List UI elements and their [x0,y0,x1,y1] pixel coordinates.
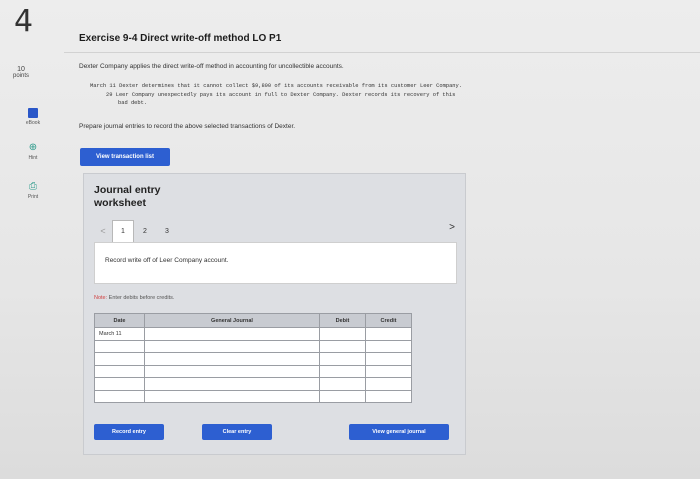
page-tab-1[interactable]: 1 [112,220,134,242]
table-row [95,390,412,403]
header-general-journal: General Journal [145,314,320,328]
transaction-line-2: 29 Leer Company unexpectedly pays its account in full to Dexter Company. Dexter records its recovery of this [106,91,456,98]
view-general-journal-button[interactable]: View general journal [349,424,449,440]
chevron-left-icon[interactable]: < [100,226,106,236]
hint-link[interactable] [20,143,46,161]
debit-cell[interactable] [320,365,366,378]
header-date: Date [95,314,145,328]
worksheet-title-line1: Journal entry [94,184,161,196]
header-credit: Credit [366,314,412,328]
transaction-text [90,82,620,108]
account-cell[interactable] [145,390,320,403]
task-description: Record write off of Leer Company account. [94,242,457,284]
chevron-right-icon[interactable]: > [449,222,455,233]
debit-cell[interactable] [320,390,366,403]
debit-cell[interactable] [320,378,366,391]
date-cell[interactable] [95,365,145,378]
record-entry-button[interactable]: Record entry [94,424,164,440]
worksheet-title-line2: worksheet [94,197,146,209]
credit-cell[interactable] [366,340,412,353]
account-cell[interactable] [145,340,320,353]
note-prefix: Note: [94,295,108,301]
credit-cell[interactable] [366,328,412,341]
transaction-line-1: March 11 Dexter determines that it cannot collect $9,800 of its accounts receivable from its customer Leer Company. [90,83,463,89]
ebook-label: eBook [25,120,41,126]
header-debit: Debit [320,314,366,328]
credit-cell[interactable] [366,365,412,378]
credit-cell[interactable] [366,378,412,391]
ebook-link[interactable] [20,108,46,126]
debit-cell[interactable] [320,328,366,341]
debit-cell[interactable] [320,340,366,353]
note-text: Enter debits before credits. [107,295,175,301]
journal-table [94,313,412,403]
page-tab-2[interactable]: 2 [143,227,147,235]
table-row [95,340,412,353]
transaction-line-3: bad debt. [118,100,148,106]
credit-cell[interactable] [366,390,412,403]
date-cell[interactable] [95,390,145,403]
worksheet-title [94,184,161,210]
table-row [95,353,412,366]
credit-cell[interactable] [366,353,412,366]
worksheet-pager [94,220,178,242]
date-cell[interactable] [95,378,145,391]
exercise-title: Exercise 9-4 Direct write-off method LO P1 [79,33,282,44]
points-indicator [13,66,29,80]
date-cell[interactable] [95,340,145,353]
account-cell[interactable] [145,378,320,391]
date-cell[interactable] [95,353,145,366]
debit-cell[interactable] [320,353,366,366]
print-icon: ⎙ [29,181,37,192]
prompt-intro: Dexter Company applies the direct write-off method in accounting for uncollectible accounts. [79,63,344,70]
ebook-icon [28,108,38,118]
table-row [95,378,412,391]
points-label: points [13,73,30,79]
hint-icon: ⊕ [28,142,38,153]
hint-label: Hint [28,155,38,161]
clear-entry-button[interactable]: Clear entry [202,424,272,440]
note [94,295,174,301]
account-cell[interactable] [145,365,320,378]
print-link[interactable] [20,182,46,200]
points-value: 10 [17,66,25,73]
account-cell[interactable] [145,353,320,366]
prompt-instruction: Prepare journal entries to record the above selected transactions of Dexter. [79,123,296,130]
account-cell[interactable] [145,328,320,341]
table-row [95,365,412,378]
print-label: Print [27,194,39,200]
table-row [95,328,412,341]
header-divider [64,52,700,53]
view-transaction-list-button[interactable]: View transaction list [80,148,170,166]
journal-entry-worksheet [83,173,466,455]
question-number: 4 [14,4,34,39]
page-tab-3[interactable]: 3 [165,227,169,235]
date-cell[interactable]: March 11 [95,328,145,341]
